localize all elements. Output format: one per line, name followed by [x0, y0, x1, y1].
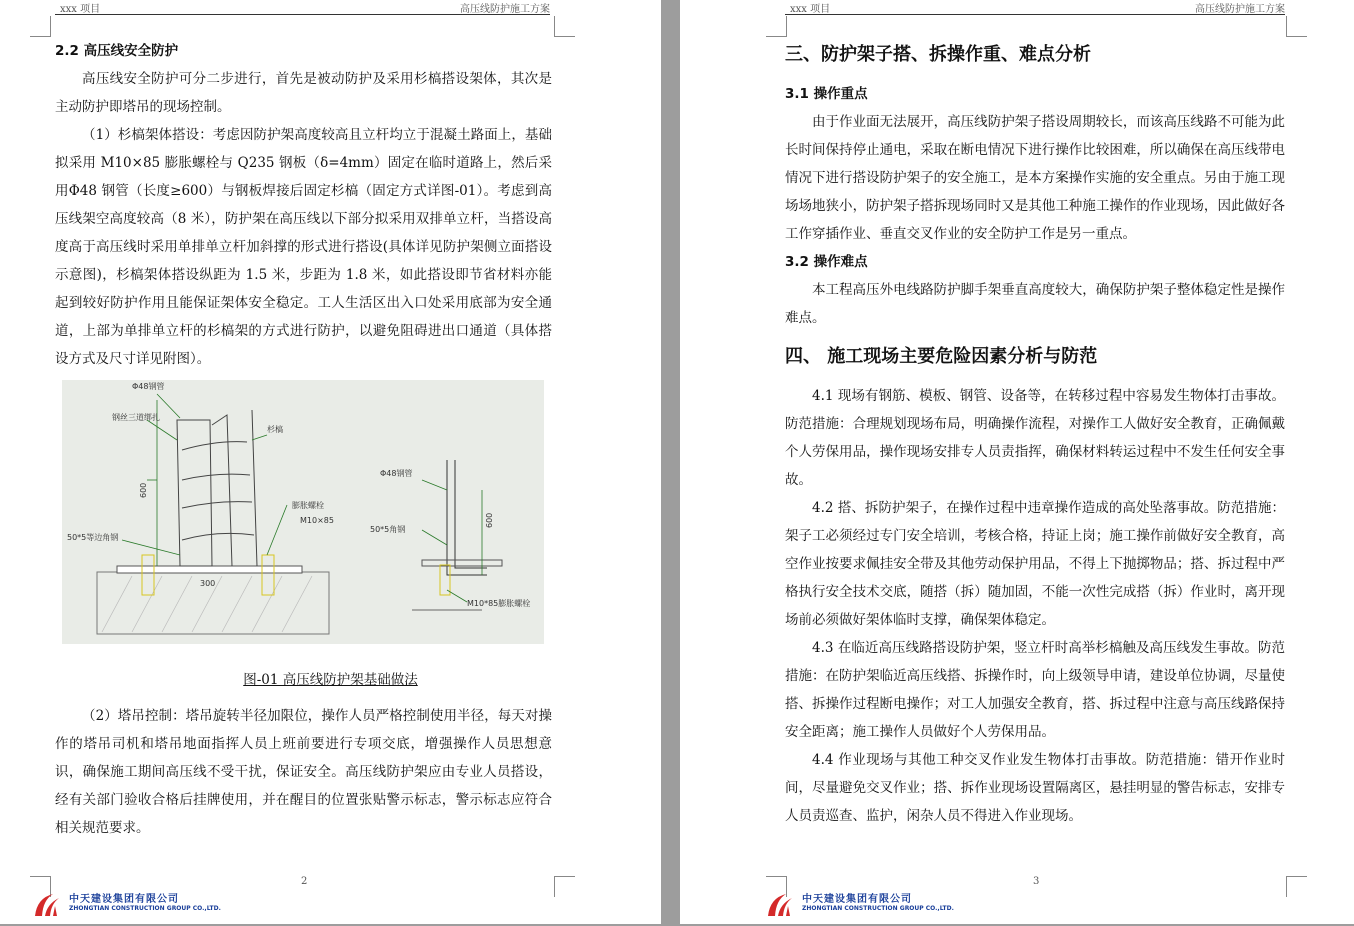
foundation-figure — [62, 380, 544, 644]
document-page-2 — [0, 0, 661, 924]
label-dim600-right: 600 — [485, 512, 494, 528]
body-text — [785, 40, 1285, 830]
body-text-after-figure — [55, 702, 552, 842]
page-header — [785, 0, 1285, 15]
label-dim600-left: 600 — [139, 482, 148, 498]
company-logo-icon — [766, 890, 802, 918]
page-header — [55, 0, 550, 15]
company-name-en: ZHONGTIAN CONSTRUCTION GROUP CO.,LTD. — [69, 905, 221, 912]
label-bolt-right: M10*85膨胀螺栓 — [467, 599, 531, 608]
label-weld: 钢丝三道绑扎 — [112, 413, 160, 422]
document-page-3 — [680, 0, 1354, 924]
crop-mark — [554, 876, 575, 897]
company-name-cn: 中天建设集团有限公司 — [69, 894, 179, 905]
label-pipe-left: Φ48钢管 — [132, 382, 165, 391]
company-logo — [766, 890, 954, 918]
header-title: 高压线防护施工方案 — [1195, 4, 1285, 15]
crop-mark — [30, 16, 51, 37]
label-pole: 杉槁 — [267, 425, 283, 434]
hazard-item: 4.3 在临近高压线路搭设防护架，竖立杆时高举杉槁触及高压线发生事故。防范措施：在防护架临近高压线搭、拆操作时，向上级领导申请，建设单位协调，尽量使搭、拆操作过程断电操作；对工人加强安全教育，搭、拆过程中注意与高压线路保持安全距离；施工操作人员做好个人劳保用品。 — [785, 640, 1285, 740]
company-logo-icon — [33, 890, 69, 918]
section-3-1-title: 3.1 操作重点 — [785, 86, 868, 102]
paragraph: （2）塔吊控制：塔吊旋转半径加限位，操作人员严格控制使用半径，每天对操作的塔吊司机和塔吊地面指挥人员上班前要进行专项交底，增强操作人员思想意识，确保施工期间高压线不受干扰，保证安全。高压线防护架应由专业人员搭设，经有关部门验收合格后挂牌使用，并在醒目的位置张贴警示标志，警示标志应符合相关规范要求。 — [55, 708, 552, 836]
crop-mark — [1286, 16, 1307, 37]
paragraph: 高压线安全防护可分二步进行，首先是被动防护及采用杉槁搭设架体，其次是主动防护即塔吊的现场控制。 — [55, 71, 552, 115]
crop-mark — [766, 16, 787, 37]
label-bolt-size: M10×85 — [300, 516, 334, 525]
company-name-cn: 中天建设集团有限公司 — [802, 894, 912, 905]
label-bolt: 膨胀螺栓 — [292, 501, 324, 510]
crop-mark — [554, 16, 575, 37]
section-3-1-text: 由于作业面无法展开，高压线防护架子搭设周期较长，而该高压线路不可能为此长时间保持停止通电，采取在断电情况下进行操作比较困难，所以确保在高压线带电情况下进行搭设防护架子的安全施工，是本方案操作实施的安全重点。另由于施工现场场地狭小，防护架子搭拆现场同时又是其他工种施工操作的作业现场，因此做好各工作穿插作业、垂直交叉作业的安全防护工作是另一重点。 — [785, 114, 1285, 242]
section-3-2-text: 本工程高压外电线路防护脚手架垂直高度较大，确保防护架子整体稳定性是操作难点。 — [785, 282, 1285, 326]
page-number: 2 — [301, 876, 308, 887]
header-title: 高压线防护施工方案 — [460, 4, 550, 15]
hazard-item: 4.2 搭、拆防护架子，在操作过程中违章操作造成的高处坠落事故。防范措施：架子工必须经过专门安全培训，考核合格，持证上岗；施工操作前做好安全教育，高空作业按要求佩挂安全带及其他劳动保护用品，不得上下抛掷物品；搭、拆过程中严格执行安全技术交底，随搭（拆）随加固，不能一次性完成搭（拆）作业时，离开现场前必须做好架体临时支撑，确保架体稳定。 — [785, 500, 1285, 628]
label-angle-right: 50*5角钢 — [370, 525, 406, 534]
heading-3: 三、防护架子搭、拆操作重、难点分析 — [785, 44, 1091, 65]
label-dim300: 300 — [200, 579, 216, 588]
foundation-drawing — [62, 380, 544, 644]
heading-4: 四、 施工现场主要危险因素分析与防范 — [785, 346, 1098, 367]
paragraph: （1）杉槁架体搭设：考虑因防护架高度较高且立杆均立于混凝土路面上，基础拟采用 M10×85 膨胀螺栓与 Q235 钢板（δ=4mm）固定在临时道路上，然后采用Φ48 钢管（长度≥600）与钢板焊接后固定杉槁（固定方式详图-01）。考虑到高压线架空高度较高（8 米），防护架在高压线以下部分拟采用双排单立杆，当搭设高度高于高压线时采用单排单立杆加斜撑的形式进行搭设(具体详见防护架侧立面搭设示意图)，杉槁架体搭设纵距为 1.5 米，步距为 1.8 米，如此搭设即节省材料亦能起到较好防护作用且能保证架体安全稳定。工人生活区出入口处采用底部为安全通道，上部为单排单立杆的杉槁架的方式进行防护，以避免阻碍进出口通道（具体搭设方式及尺寸详见附图）。 — [55, 127, 552, 367]
hazard-item: 4.1 现场有钢筋、模板、钢管、设备等，在转移过程中容易发生物体打击事故。防范措施：合理规划现场布局，明确操作流程，对操作工人做好安全教育，正确佩戴个人劳保用品，操作现场安排专人员责指挥，确保材料转运过程中不发生任何安全事故。 — [785, 388, 1285, 488]
company-name-en: ZHONGTIAN CONSTRUCTION GROUP CO.,LTD. — [802, 905, 954, 912]
label-angle-left: 50*5等边角钢 — [67, 533, 119, 542]
hazard-item: 4.4 作业现场与其他工种交叉作业发生物体打击事故。防范措施：错开作业时间，尽量避免交叉作业；搭、拆作业现场设置隔离区，悬挂明显的警告标志，安排专人员责巡查、监护，闲杂人员不得进入作业现场。 — [785, 752, 1285, 824]
section-title: 2.2 高压线安全防护 — [55, 43, 179, 59]
body-text — [55, 37, 552, 373]
header-project: xxx 项目 — [60, 4, 101, 15]
page-number: 3 — [1033, 876, 1040, 887]
label-pipe-right: Φ48钢管 — [380, 469, 413, 478]
figure-caption: 图-01 高压线防护架基础做法 — [243, 672, 418, 688]
crop-mark — [1286, 876, 1307, 897]
section-3-2-title: 3.2 操作难点 — [785, 254, 868, 270]
company-logo — [33, 890, 221, 918]
header-project: xxx 项目 — [790, 4, 831, 15]
